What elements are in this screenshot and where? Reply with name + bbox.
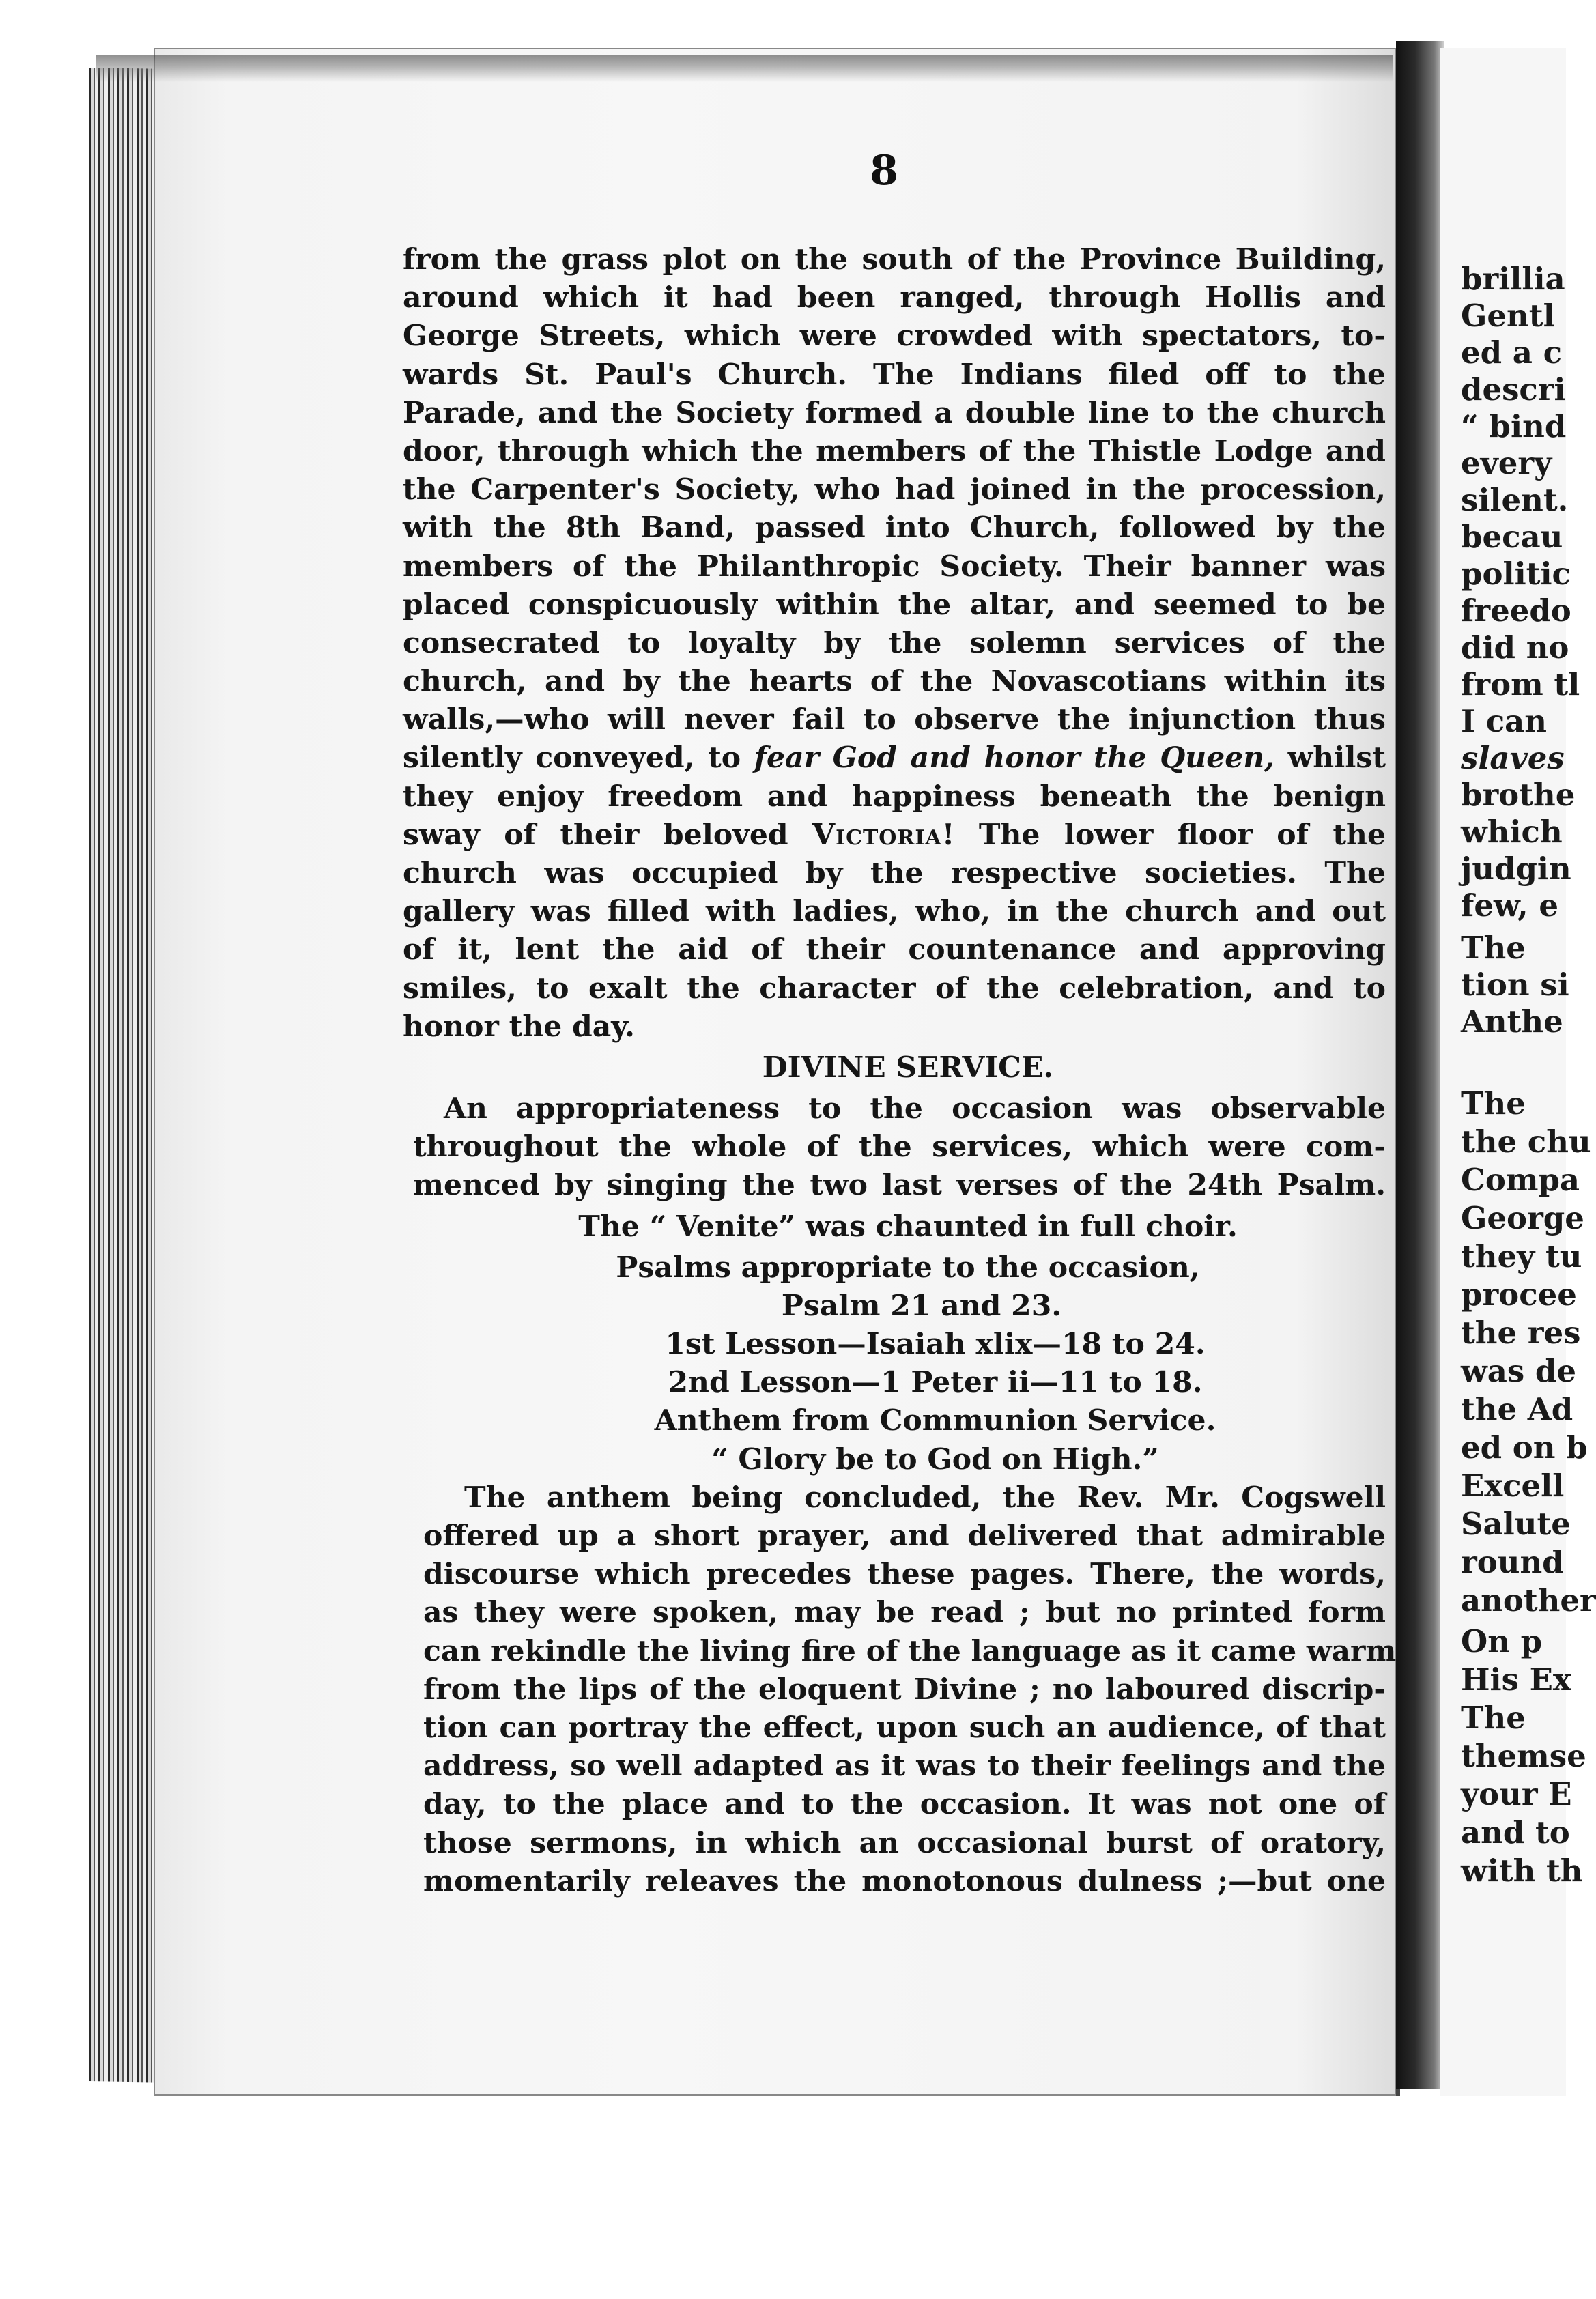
facing-line: Gentl bbox=[1461, 298, 1555, 334]
text-run: silently conveyed, to bbox=[403, 741, 754, 775]
text-line: address, so well adapted as it was to their feelings and the bbox=[423, 1749, 1386, 1784]
text-line: as they were spoken, may be read ; but no printed form bbox=[423, 1595, 1386, 1630]
facing-line: freedo bbox=[1461, 592, 1571, 629]
text-line: tion can portray the effect, upon such an audience, of that bbox=[423, 1710, 1386, 1745]
text-line: day, to the place and to the occasion. It was not one of bbox=[423, 1787, 1386, 1822]
text-line: honor the day. bbox=[403, 1009, 635, 1044]
facing-line: with th bbox=[1461, 1853, 1583, 1889]
text-line: discourse which precedes these pages. There, the words, bbox=[423, 1557, 1386, 1592]
facing-line: descri bbox=[1461, 371, 1566, 408]
text-line: of it, lent the aid of their countenance and approving bbox=[403, 932, 1386, 967]
text-line: wards St. Paul's Church. The Indians filed off to the bbox=[403, 357, 1386, 392]
italic-phrase: fear God and honor the Queen, bbox=[754, 741, 1274, 775]
facing-line: brothe bbox=[1461, 777, 1576, 813]
text-line: smiles, to exalt the character of the celebration, and to bbox=[403, 971, 1386, 1005]
page-number: 8 bbox=[870, 147, 898, 195]
facing-line: procee bbox=[1461, 1276, 1577, 1313]
facing-line: Anthe bbox=[1461, 1003, 1563, 1040]
centered-line: 1st Lesson—Isaiah xlix—18 to 24. bbox=[665, 1327, 1206, 1362]
text-line: walls,—who will never fail to observe the injunction thus bbox=[403, 702, 1386, 737]
text-line: George Streets, which were crowded with spectators, to- bbox=[403, 319, 1386, 354]
centered-line: The “ Venite” was chaunted in full choir. bbox=[578, 1209, 1238, 1244]
facing-line: and to bbox=[1461, 1814, 1570, 1851]
facing-line: slaves bbox=[1461, 740, 1565, 776]
facing-line: politic bbox=[1461, 556, 1571, 592]
text-line: menced by singing the two last verses of the 24th Psalm. bbox=[413, 1168, 1386, 1203]
small-caps-name: Victoria bbox=[812, 817, 942, 852]
facing-line: “ bind bbox=[1461, 408, 1567, 444]
text-line: An appropriateness to the occasion was observable bbox=[444, 1091, 1386, 1126]
facing-line: His Ex bbox=[1461, 1661, 1571, 1698]
facing-line: becau bbox=[1461, 519, 1563, 555]
body-text bbox=[403, 240, 1397, 1900]
facing-line: George bbox=[1461, 1200, 1584, 1236]
centered-line: Psalm 21 and 23. bbox=[781, 1288, 1062, 1323]
text-line: The anthem being concluded, the Rev. Mr. Cogswell bbox=[464, 1480, 1386, 1515]
centered-line: “ Glory be to God on High.” bbox=[711, 1442, 1159, 1476]
facing-line: I can bbox=[1461, 703, 1547, 739]
facing-line: On p bbox=[1461, 1623, 1543, 1659]
text-line: they enjoy freedom and happiness beneath the benign bbox=[403, 779, 1386, 814]
text-line: placed conspicuously within the altar, and seemed to be bbox=[403, 587, 1386, 622]
facing-line: few, e bbox=[1461, 887, 1559, 924]
facing-line: judgin bbox=[1461, 851, 1571, 887]
centered-line: Anthem from Communion Service. bbox=[654, 1403, 1216, 1438]
text-line: offered up a short prayer, and delivered that admirable bbox=[423, 1519, 1386, 1553]
text-line: from the grass plot on the south of the Province Building, bbox=[403, 242, 1386, 276]
text-run: whilst bbox=[1274, 741, 1386, 775]
facing-line: ed a c bbox=[1461, 334, 1562, 371]
facing-line: ed on b bbox=[1461, 1429, 1588, 1466]
text-line-queen bbox=[403, 739, 1386, 777]
facing-line: the res bbox=[1461, 1315, 1581, 1351]
text-line: consecrated to loyalty by the solemn services of the bbox=[403, 625, 1386, 660]
facing-line: another bbox=[1461, 1582, 1596, 1618]
text-line: throughout the whole of the services, which were com- bbox=[413, 1130, 1386, 1165]
facing-line: every bbox=[1461, 445, 1552, 481]
text-line: momentarily releaves the monotonous dulness ;—but one bbox=[423, 1864, 1386, 1898]
text-line: door, through which the members of the Thistle Lodge and bbox=[403, 433, 1386, 468]
text-run: sway of their beloved bbox=[403, 817, 813, 852]
text-line: Parade, and the Society formed a double line to the church bbox=[403, 395, 1386, 430]
facing-line: Compa bbox=[1461, 1162, 1580, 1198]
text-line: members of the Philanthropic Society. Their banner was bbox=[403, 549, 1386, 584]
facing-line: which bbox=[1461, 814, 1563, 850]
facing-line: from tl bbox=[1461, 666, 1580, 702]
text-line: around which it had been ranged, through Hollis and bbox=[403, 281, 1386, 315]
facing-page bbox=[1440, 48, 1596, 2096]
facing-line: themse bbox=[1461, 1738, 1586, 1774]
facing-line: your E bbox=[1461, 1776, 1572, 1812]
facing-line: was de bbox=[1461, 1353, 1576, 1389]
facing-line: brillia bbox=[1461, 261, 1565, 297]
facing-line: The bbox=[1461, 930, 1526, 966]
facing-line: The bbox=[1461, 1085, 1526, 1122]
text-line: those sermons, in which an occasional burst of oratory, bbox=[423, 1825, 1386, 1860]
text-line-victoria bbox=[403, 816, 1386, 854]
text-line: gallery was filled with ladies, who, in the church and out bbox=[403, 894, 1386, 929]
text-run: ! The lower floor of the bbox=[941, 817, 1386, 852]
text-line: church, and by the hearts of the Novascotians within its bbox=[403, 664, 1386, 699]
facing-line: they tu bbox=[1461, 1238, 1582, 1274]
facing-line: Excell bbox=[1461, 1468, 1565, 1504]
facing-line: Salute bbox=[1461, 1506, 1571, 1542]
section-heading: DIVINE SERVICE. bbox=[762, 1050, 1054, 1085]
page-top-shadow bbox=[96, 55, 1393, 82]
centered-line: Psalms appropriate to the occasion, bbox=[616, 1250, 1200, 1285]
text-line: the Carpenter's Society, who had joined in the procession, bbox=[403, 472, 1386, 507]
facing-line: The bbox=[1461, 1700, 1526, 1736]
book-gutter bbox=[1396, 41, 1444, 2089]
facing-line: did no bbox=[1461, 629, 1569, 666]
text-line: with the 8th Band, passed into Church, followed by the bbox=[403, 511, 1386, 545]
facing-line: round bbox=[1461, 1544, 1564, 1580]
facing-line: the chu bbox=[1461, 1124, 1591, 1160]
centered-line: 2nd Lesson—1 Peter ii—11 to 18. bbox=[668, 1365, 1203, 1400]
text-line: from the lips of the eloquent Divine ; no laboured discrip- bbox=[423, 1672, 1386, 1707]
facing-line: silent. bbox=[1461, 482, 1569, 518]
facing-line: tion si bbox=[1461, 967, 1569, 1003]
facing-line: the Ad bbox=[1461, 1391, 1573, 1427]
text-line: church was occupied by the respective societies. The bbox=[403, 856, 1386, 890]
text-line: can rekindle the living fire of the language as it came warm bbox=[423, 1633, 1397, 1668]
